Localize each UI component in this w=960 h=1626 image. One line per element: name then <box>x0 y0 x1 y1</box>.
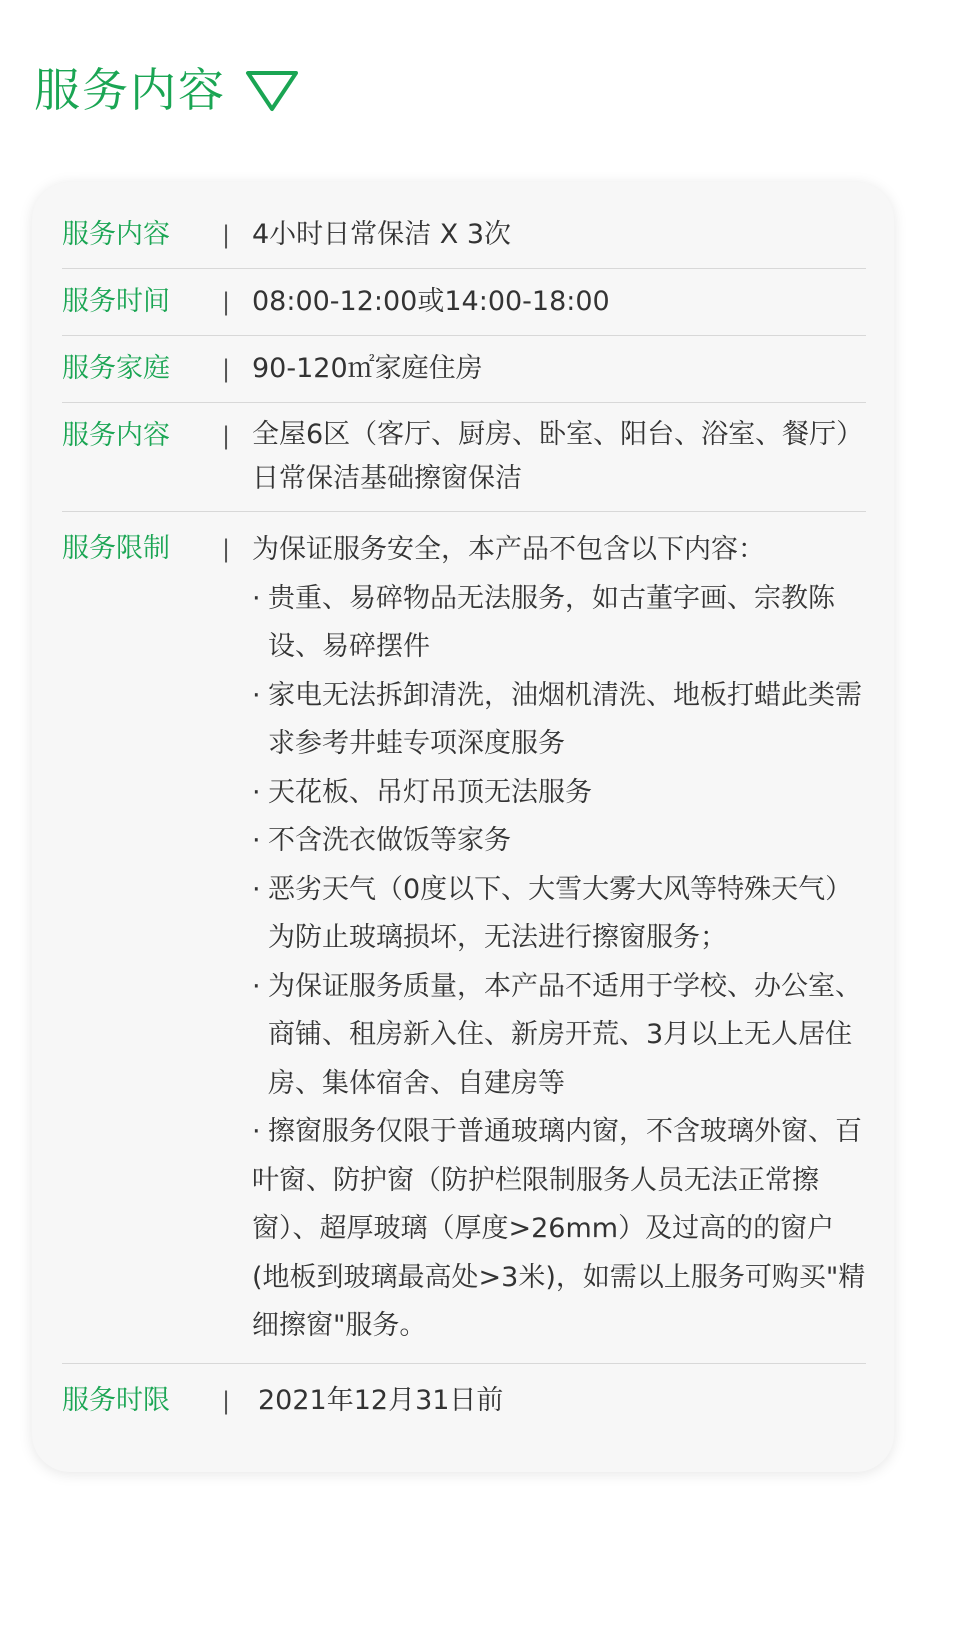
restriction-item: · 为保证服务质量，本产品不适用于学校、办公室、商铺、租房新入住、新房开荒、3月以上无人居住房、集体宿舍、自建房等 <box>252 963 866 1109</box>
restriction-item: · 擦窗服务仅限于普通玻璃内窗，不含玻璃外窗、百叶窗、防护窗（防护栏限制服务人员无法正常擦窗）、超厚玻璃（厚度>26mm）及过高的的窗户(地板到玻璃最高处>3米)，如需以上服务可购买"精细擦窗"服务。 <box>252 1108 866 1351</box>
detail-row-content <box>62 198 866 269</box>
detail-row-restrictions <box>62 512 866 1364</box>
detail-separator: | <box>221 1386 231 1415</box>
detail-row-household <box>62 336 866 403</box>
detail-label: 服务时限 <box>62 1384 170 1416</box>
detail-separator: | <box>221 221 231 249</box>
restrictions-intro: 为保证服务安全，本产品不包含以下内容： <box>252 534 765 565</box>
restriction-item: · 恶劣天气（0度以下、大雪大雾大风等特殊天气）为防止玻璃损坏，无法进行擦窗服务； <box>252 866 866 963</box>
detail-separator: | <box>221 422 231 450</box>
chevron-down-icon[interactable] <box>244 65 300 115</box>
detail-separator: | <box>221 355 231 383</box>
detail-value: 全屋6区（客厅、厨房、卧室、阳台、浴室、餐厅）日常保洁基础擦窗保洁 <box>252 419 864 494</box>
restriction-item: · 家电无法拆卸清洗，油烟机清洗、地板打蜡此类需求参考井蛙专项深度服务 <box>252 672 866 769</box>
detail-label: 服务家庭 <box>62 353 170 384</box>
detail-label: 服务限制 <box>62 533 170 564</box>
section-header <box>34 58 300 122</box>
detail-label: 服务时间 <box>62 286 170 317</box>
detail-separator: | <box>221 535 231 563</box>
detail-separator: | <box>221 288 231 316</box>
detail-value: 90-120㎡家庭住房 <box>252 353 483 384</box>
detail-row-time <box>62 269 866 336</box>
section-title: 服务内容 <box>34 63 226 117</box>
detail-label: 服务内容 <box>62 420 170 451</box>
restriction-item: · 天花板、吊灯吊顶无法服务 <box>252 769 866 818</box>
detail-value: 08:00-12:00或14:00-18:00 <box>252 286 610 317</box>
restrictions-content <box>246 526 866 1351</box>
detail-value: 2021年12月31日前 <box>258 1384 504 1416</box>
detail-row-deadline <box>62 1364 866 1434</box>
detail-label: 服务内容 <box>62 219 170 250</box>
detail-value: 4小时日常保洁 X 3次 <box>252 219 512 250</box>
service-detail-card <box>32 182 894 1472</box>
detail-list <box>62 198 866 1434</box>
restriction-item: · 不含洗衣做饭等家务 <box>252 817 866 866</box>
restriction-item: · 贵重、易碎物品无法服务，如古董字画、宗教陈设、易碎摆件 <box>252 575 866 672</box>
detail-row-scope <box>62 403 866 512</box>
